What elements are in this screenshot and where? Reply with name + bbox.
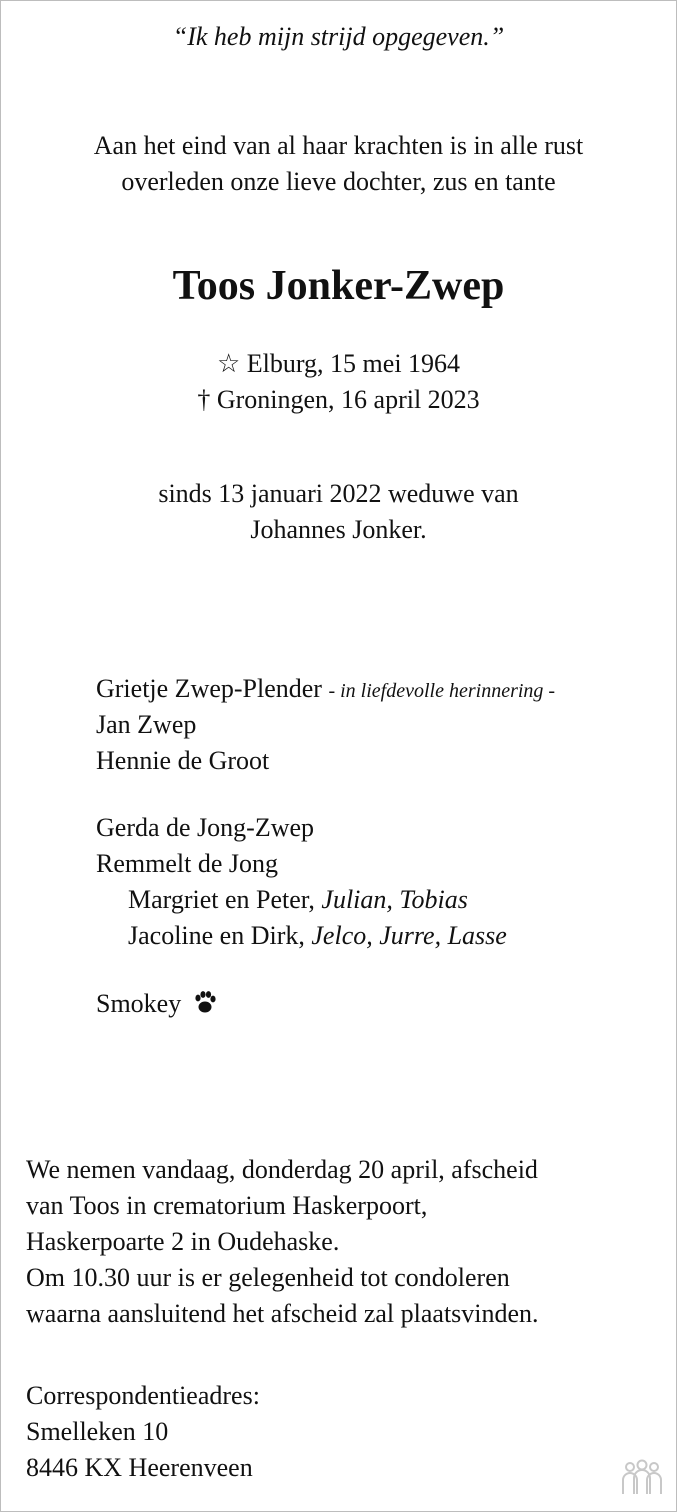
quote: “Ik heb mijn strijd opgegeven.” [172, 22, 505, 51]
family-member-jan: Jan Zwep [96, 710, 197, 739]
address-street: Smelleken 10 [26, 1417, 169, 1446]
family-member-grietje [96, 674, 555, 704]
address-label: Correspondentieadres: [26, 1381, 260, 1410]
family-member-jacoline [128, 921, 507, 951]
dates [0, 346, 677, 418]
grandchildren: Julian, Tobias [321, 885, 468, 914]
family-member-remmelt: Remmelt de Jong [96, 849, 278, 878]
birth-line: ☆ Elburg, 15 mei 1964 [216, 349, 461, 378]
family-name: Margriet en Peter, [128, 885, 315, 914]
intro-line-1: Aan het eind van al haar krachten is in alle rust [93, 131, 584, 160]
family-name: Jacoline en Dirk, [128, 921, 305, 950]
people-group-icon [618, 1458, 666, 1498]
family-name: Grietje Zwep-Plender [96, 674, 322, 703]
widow-line-2: Johannes Jonker. [250, 515, 427, 544]
widow-text [0, 476, 677, 548]
family-member-smokey [96, 989, 218, 1019]
pet-name: Smokey [96, 989, 182, 1018]
intro-text [0, 128, 677, 200]
death-line: † Groningen, 16 april 2023 [197, 385, 480, 414]
deceased-name: Toos Jonker-Zwep [172, 263, 505, 309]
intro-line-2: overleden onze lieve dochter, zus en tante [121, 167, 556, 196]
farewell-line-1: We nemen vandaag, donderdag 20 april, afscheid [26, 1155, 538, 1184]
farewell-line-4: Om 10.30 uur is er gelegenheid tot condoleren [26, 1263, 510, 1292]
grandchildren: Jelco, Jurre, Lasse [311, 921, 507, 950]
paw-print-icon [192, 990, 218, 1014]
memorial-note: - in liefdevolle herinnering - [328, 680, 556, 702]
widow-line-1: sinds 13 januari 2022 weduwe van [158, 479, 519, 508]
farewell-line-2: van Toos in crematorium Haskerpoort, [26, 1191, 428, 1220]
address-city: 8446 KX Heerenveen [26, 1453, 253, 1482]
farewell-text [26, 1152, 539, 1332]
farewell-line-5: waarna aansluitend het afscheid zal plaatsvinden. [26, 1299, 539, 1328]
correspondence-address [26, 1378, 260, 1486]
family-member-margriet [128, 885, 468, 915]
farewell-line-3: Haskerpoarte 2 in Oudehaske. [26, 1227, 340, 1256]
family-member-hennie: Hennie de Groot [96, 746, 270, 775]
family-member-gerda: Gerda de Jong-Zwep [96, 813, 315, 842]
